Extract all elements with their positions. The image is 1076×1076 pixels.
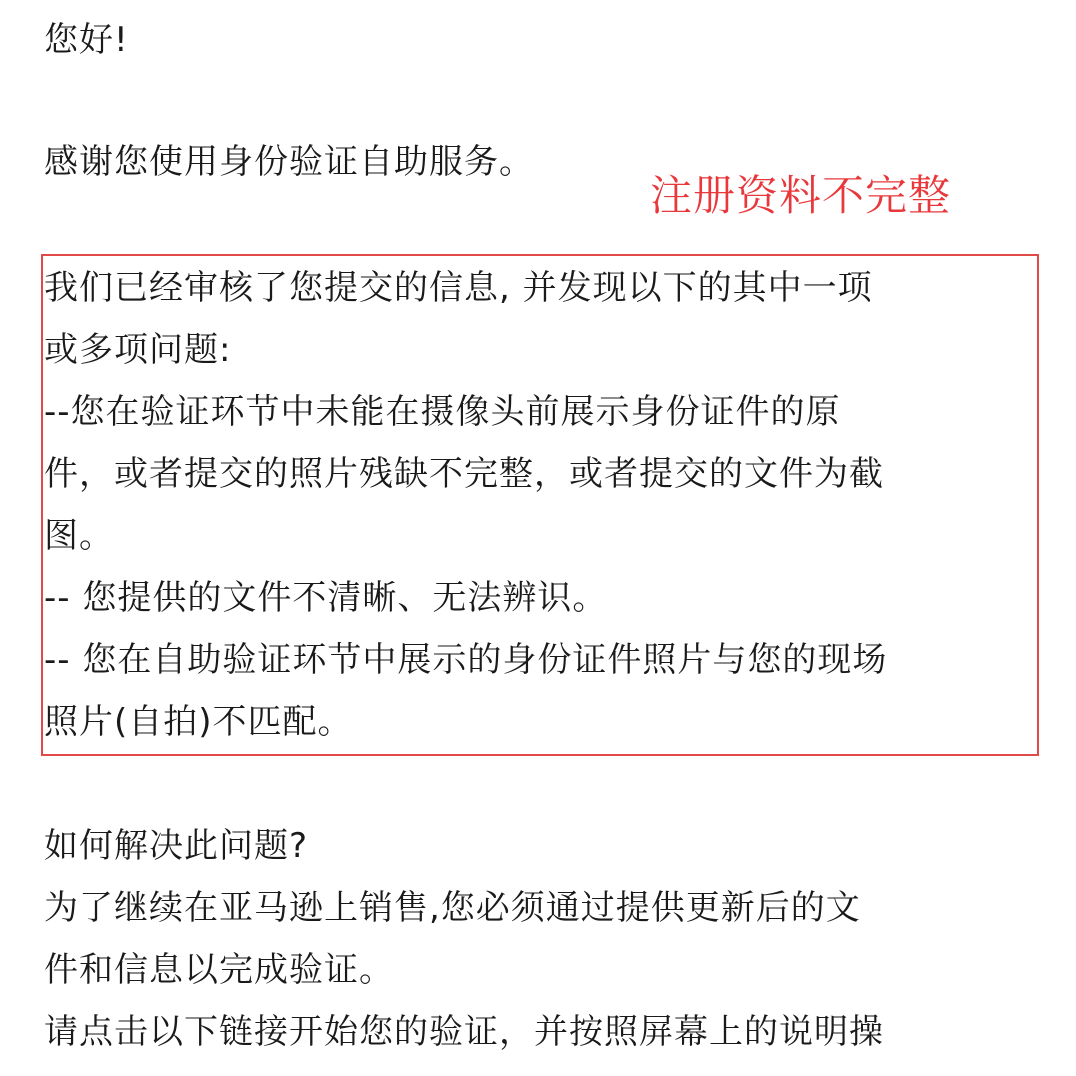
issues-intro-line-2: 或多项问题: [44, 330, 232, 370]
thanks-text: 感谢您使用身份验证自助服务。 [44, 142, 534, 182]
issue-2-line-1: -- 您提供的文件不清晰、无法辨识。 [44, 578, 608, 618]
issue-1-line-3: 图。 [44, 516, 114, 556]
issue-1-line-2: 件，或者提交的照片残缺不完整，或者提交的文件为截 [44, 454, 884, 494]
issues-intro-line-1: 我们已经审核了您提交的信息, 并发现以下的其中一项 [44, 268, 873, 308]
resolution-line-1: 为了继续在亚马逊上销售,您必须通过提供更新后的文 [44, 888, 861, 928]
resolution-line-2: 件和信息以完成验证。 [44, 950, 394, 990]
resolution-heading: 如何解决此问题? [44, 826, 309, 866]
issue-3-line-1: -- 您在自助验证环节中展示的身份证件照片与您的现场 [44, 640, 888, 680]
annotation-label: 注册资料不完整 [650, 171, 952, 220]
resolution-line-3: 请点击以下链接开始您的验证，并按照屏幕上的说明操 [44, 1012, 884, 1052]
issue-3-line-2: 照片(自拍)不匹配。 [44, 702, 353, 742]
issue-1-line-1: --您在验证环节中未能在摄像头前展示身份证件的原 [44, 392, 841, 432]
greeting-text: 您好! [44, 20, 129, 60]
